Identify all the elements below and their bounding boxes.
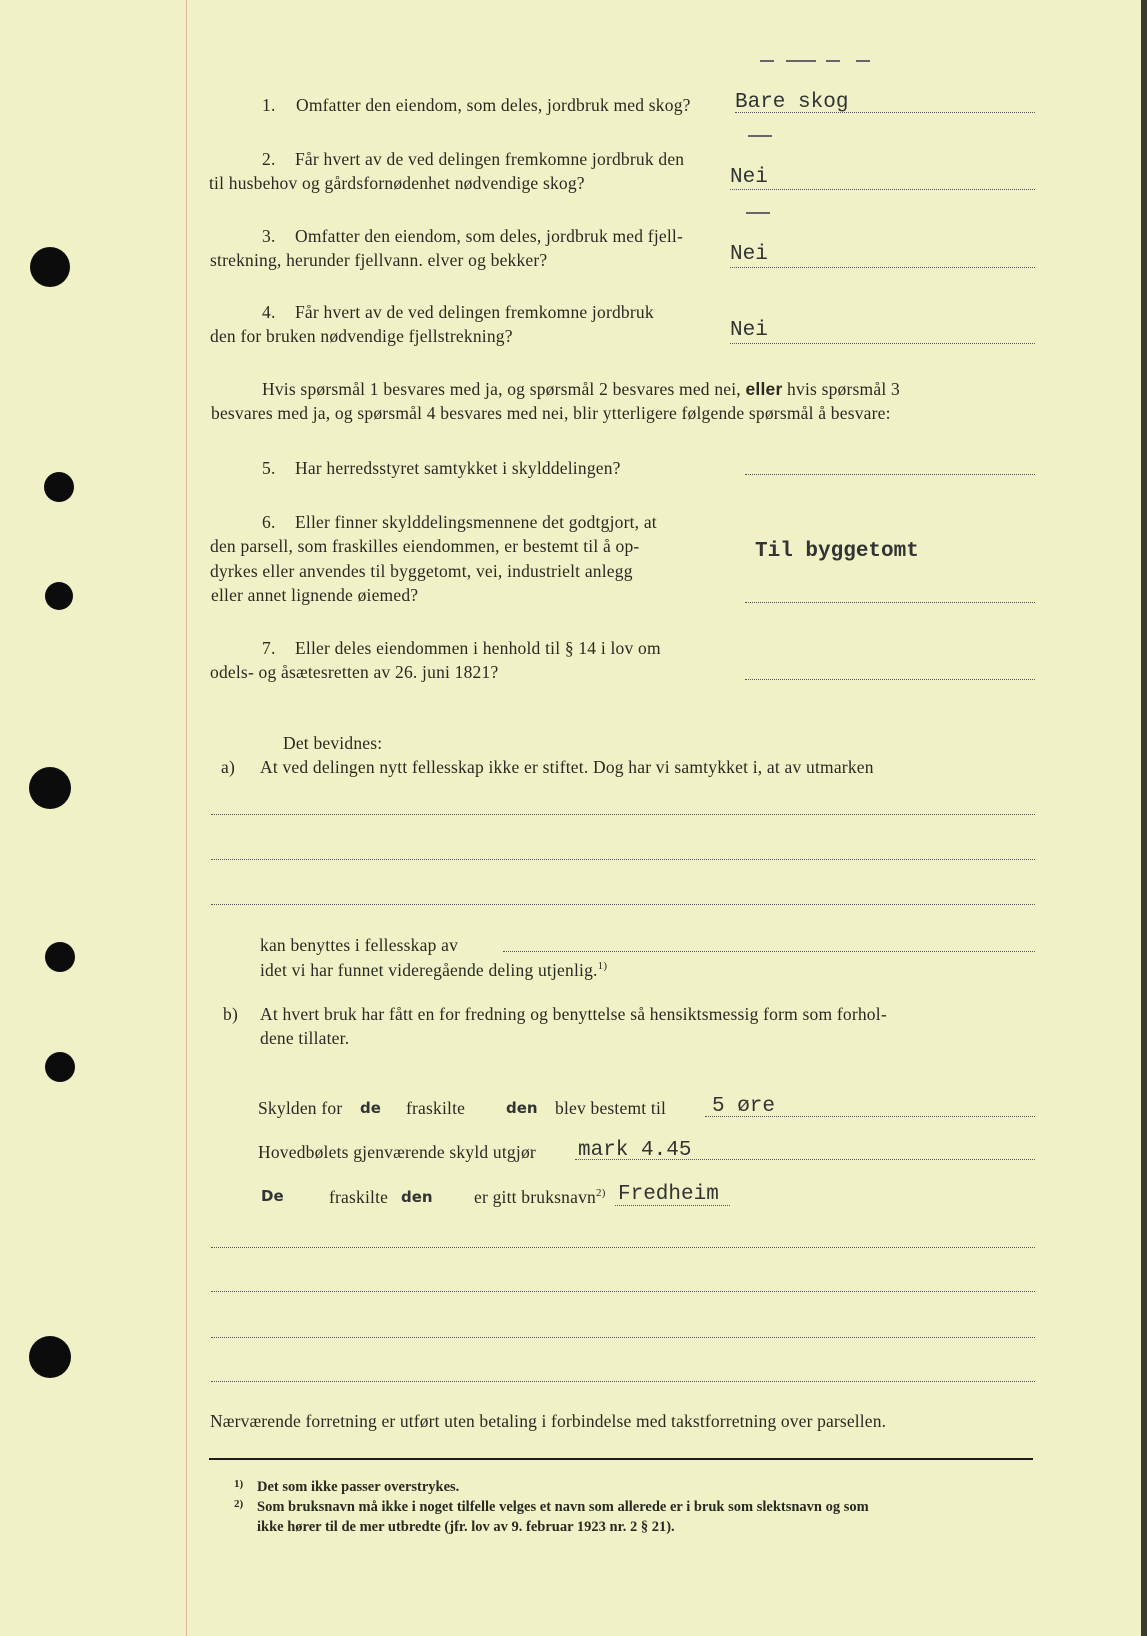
question-6-line: dyrkes eller anvendes til byggetomt, vei, industrielt anlegg bbox=[210, 561, 633, 581]
question-7-number: 7. bbox=[262, 638, 276, 658]
closing-statement: Nærværende forretning er utført uten betaling i forbindelse med takstforretning over parsellen. bbox=[210, 1411, 887, 1431]
stamp-mark bbox=[856, 60, 870, 62]
punch-hole bbox=[45, 942, 75, 972]
blank-line bbox=[211, 1247, 1035, 1248]
answer-3: Nei bbox=[730, 243, 768, 266]
question-1-text: Omfatter den eiendom, som deles, jordbruk med skog? bbox=[296, 95, 691, 115]
footnote-ref-2: 2) bbox=[596, 1187, 606, 1200]
punch-hole bbox=[29, 767, 71, 809]
pen-dash bbox=[748, 135, 772, 137]
answer-line bbox=[503, 951, 1035, 952]
answer-6: Til byggetomt bbox=[755, 540, 919, 563]
farm-name-value: Fredheim bbox=[618, 1183, 719, 1206]
answer-line bbox=[745, 474, 1035, 475]
answer-line bbox=[730, 267, 1035, 268]
further-division-text bbox=[260, 960, 607, 981]
question-6-number: 6. bbox=[262, 512, 276, 532]
question-5-number: 5. bbox=[262, 458, 276, 478]
item-a-text: At ved delingen nytt fellesskap ikke er stiftet. Dog har vi samtykket i, at av utmarken bbox=[260, 757, 874, 777]
footnote-text: Som bruksnavn må ikke i noget tilfelle velges et navn som allerede er i bruk som slektsnavn og som bbox=[257, 1499, 869, 1515]
footnote-text: ikke hører til de mer utbredte (jfr. lov av 9. februar 1923 nr. 2 § 21). bbox=[257, 1519, 675, 1535]
answer-line bbox=[745, 679, 1035, 680]
item-b-label: b) bbox=[223, 1004, 238, 1024]
question-4-line: Får hvert av de ved delingen fremkomne jordbruk bbox=[295, 302, 654, 322]
stamp-mark bbox=[826, 60, 840, 62]
margin-line bbox=[186, 0, 187, 1636]
blank-line bbox=[211, 1291, 1035, 1292]
blank-line bbox=[211, 904, 1035, 905]
punch-hole bbox=[29, 1336, 71, 1378]
blank-line bbox=[211, 859, 1035, 860]
handwritten-word: de bbox=[360, 1099, 381, 1117]
answer-line bbox=[730, 343, 1035, 344]
blank-line bbox=[211, 1337, 1035, 1338]
question-2-line: Får hvert av de ved delingen fremkomne jordbruk den bbox=[295, 149, 685, 169]
footnote-mark: 1) bbox=[234, 1478, 244, 1490]
item-a-label: a) bbox=[221, 757, 235, 777]
answer-2: Nei bbox=[730, 166, 768, 189]
name-label-text: er gitt bruksnavn bbox=[474, 1187, 596, 1207]
question-6-line: eller annet lignende øiemed? bbox=[211, 585, 419, 605]
answer-1: Bare skog bbox=[735, 91, 849, 114]
footnote-text: Det som ikke passer overstrykes. bbox=[257, 1479, 460, 1495]
skyld-label: fraskilte bbox=[406, 1098, 466, 1118]
punch-hole bbox=[45, 1052, 75, 1082]
question-2-line: til husbehov og gårdsfornødenhet nødvendige skog? bbox=[209, 173, 585, 193]
stamp-mark bbox=[786, 60, 816, 62]
skyld-value: 5 øre bbox=[712, 1095, 776, 1118]
question-4-line: den for bruken nødvendige fjellstrekning? bbox=[210, 326, 513, 346]
condition-line-1 bbox=[262, 379, 900, 400]
punch-hole bbox=[30, 247, 70, 287]
question-7-line: odels- og åsætesretten av 26. juni 1821? bbox=[210, 662, 499, 682]
punch-hole bbox=[45, 582, 73, 610]
answer-line bbox=[730, 189, 1035, 190]
question-5-text: Har herredsstyret samtykket i skylddelingen? bbox=[295, 458, 621, 478]
further-division-label: idet vi har funnet videregående deling utjenlig. bbox=[260, 960, 598, 980]
condition-emphasis: eller bbox=[745, 379, 783, 399]
certify-heading: Det bevidnes: bbox=[283, 733, 383, 753]
page-edge bbox=[1141, 0, 1147, 1636]
handwritten-word: De bbox=[261, 1187, 284, 1205]
question-6-line: Eller finner skylddelingsmennene det godtgjort, at bbox=[295, 512, 657, 532]
question-3-number: 3. bbox=[262, 226, 276, 246]
question-2-number: 2. bbox=[262, 149, 276, 169]
name-label bbox=[474, 1187, 606, 1208]
name-label: fraskilte bbox=[329, 1187, 389, 1207]
question-7-line: Eller deles eiendommen i henhold til § 14 i lov om bbox=[295, 638, 661, 658]
skyld-label: blev bestemt til bbox=[555, 1098, 667, 1118]
item-b-line: dene tillater. bbox=[260, 1028, 350, 1048]
question-4-number: 4. bbox=[262, 302, 276, 322]
pen-dash bbox=[746, 212, 770, 214]
answer-line bbox=[745, 602, 1035, 603]
question-1-number: 1. bbox=[262, 95, 276, 115]
condition-line-2: besvares med ja, og spørsmål 4 besvares med nei, blir ytterligere følgende spørsmål å besvare: bbox=[211, 403, 891, 423]
handwritten-word: den bbox=[506, 1099, 538, 1117]
handwritten-word: den bbox=[401, 1188, 433, 1206]
question-3-line: strekning, herunder fjellvann. elver og bekker? bbox=[210, 250, 548, 270]
footnote-ref-1: 1) bbox=[597, 960, 608, 973]
main-farm-label: Hovedbølets gjenværende skyld utgjør bbox=[258, 1142, 536, 1162]
footnote-mark: 2) bbox=[234, 1498, 244, 1510]
question-3-line: Omfatter den eiendom, som deles, jordbruk med fjell- bbox=[295, 226, 683, 246]
stamp-mark bbox=[760, 60, 774, 62]
skyld-label: Skylden for bbox=[258, 1098, 343, 1118]
punch-hole bbox=[44, 472, 74, 502]
footnote-rule bbox=[209, 1458, 1033, 1460]
blank-line bbox=[211, 1381, 1035, 1382]
answer-4: Nei bbox=[730, 319, 768, 342]
blank-line bbox=[211, 814, 1035, 815]
condition-text: Hvis spørsmål 1 besvares med ja, og spørsmål 2 besvares med nei, bbox=[262, 379, 741, 399]
condition-text: hvis spørsmål 3 bbox=[787, 379, 900, 399]
main-farm-value: mark 4.45 bbox=[578, 1139, 692, 1162]
shared-use-label: kan benyttes i fellesskap av bbox=[260, 935, 459, 955]
question-6-line: den parsell, som fraskilles eiendommen, er bestemt til å op- bbox=[210, 536, 640, 556]
item-b-line: At hvert bruk har fått en for fredning og benyttelse så hensiktsmessig form som forhol- bbox=[260, 1004, 887, 1024]
